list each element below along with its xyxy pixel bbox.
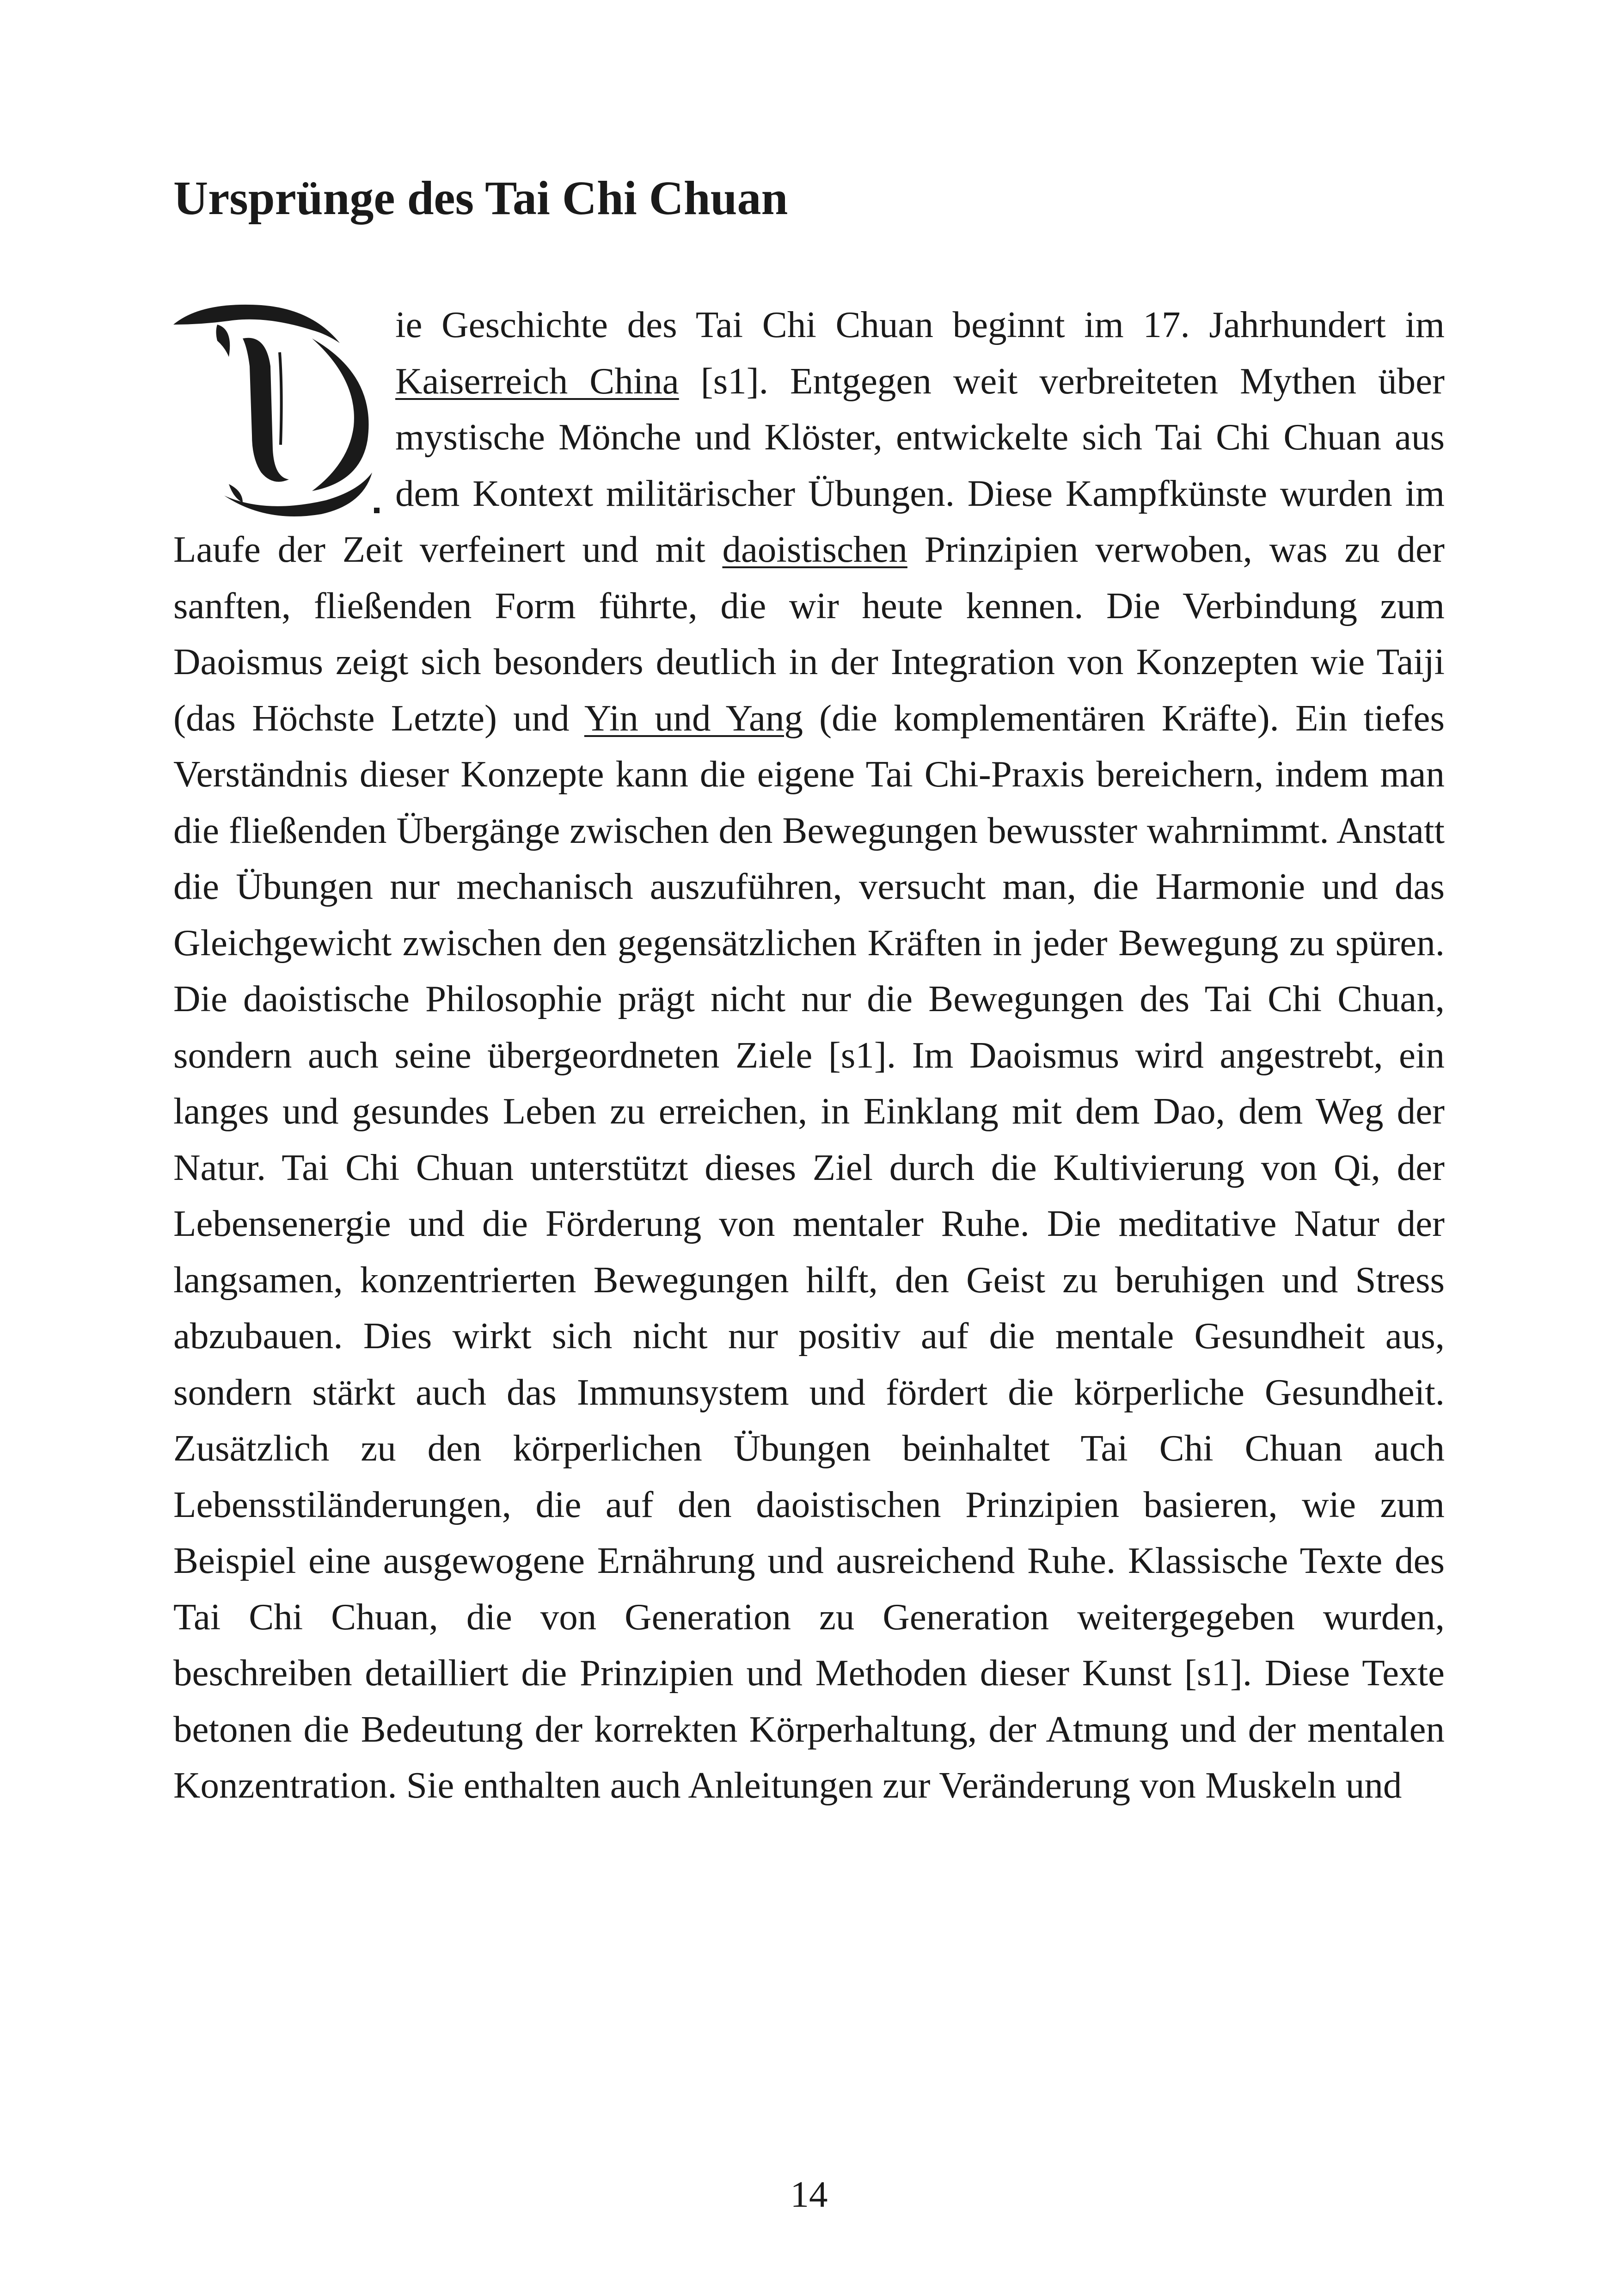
section-heading: Ursprünge des Tai Chi Chuan <box>173 172 788 225</box>
dropcap-d-glyph <box>173 297 395 522</box>
paragraph-text-3: Prinzipien verwoben, was zu der sanften, fließenden Form führte, die wir heute kennen. Die Verbindung zum Daoismus zeigt sich besonders deutlich in der Integration von Konzepten wie Taiji (das Höchste Letzte) und <box>173 528 1445 739</box>
document-page <box>173 0 1445 2296</box>
paragraph-text-4: (die komplementären Kräfte). Ein tiefes Verständnis dieser Konzepte kann die eigene Tai Chi-Praxis bereichern, indem man die fließenden Übergänge zwischen den Bewegungen bewusster wahrnimmt. Anstatt die Übungen nur mechanisch auszuführen, versucht man, die Harmonie und das Gleichgewicht zwischen den gegensätzlichen Kräften in jeder Bewegung zu spüren. Die daoistische Philosophie prägt nicht nur die Bewegungen des Tai Chi Chuan, sondern auch seine übergeordneten Ziele [s1]. Im Daoismus wird angestrebt, ein langes und gesundes Leben zu erreichen, in Einklang mit dem Dao, dem Weg der Natur. Tai Chi Chuan unterstützt dieses Ziel durch die Kultivierung von Qi, der Lebensenergie und die Förderung von mentaler Ruhe. Die meditative Natur der langsamen, konzentrierten Bewegungen hilft, den Geist zu beruhigen und Stress abzubauen. Dies wirkt sich nicht nur positiv auf die mentale Gesundheit aus, sondern stärkt auch das Immunsystem und fördert die körperliche Gesundheit. Zusätzlich zu den körperlichen Übungen beinhaltet Tai Chi Chuan auch Lebensstiländerungen, die auf den daoistischen Prinzipien basieren, wie zum Beispiel eine ausgewogene Ernährung und ausreichend Ruhe. Klassische Texte des Tai Chi Chuan, die von Generation zu Generation weitergegeben wurden, beschreiben detailliert die Prinzipien und Methoden dieser Kunst [s1]. Diese Texte betonen die Bedeutung der korrekten Körperhaltung, der Atmung und der mentalen Konzentration. Sie enthalten auch Anleitungen zur Veränderung von Muskeln und <box>173 697 1445 1806</box>
link-kaiserreich-china[interactable]: Kaiserreich China <box>395 360 679 402</box>
paragraph-text-2: [s1]. Entgegen weit verbreiteten Mythen über mystische Mönche und Klöster, entwickelte sich Tai Chi Chuan aus dem Kontext militärischer Übungen. Diese Kampfkünste wurden im Laufe der Zeit verfeinert und mit <box>173 360 1445 570</box>
link-daoistischen[interactable]: daoistischen <box>722 528 907 570</box>
page-number: 14 <box>790 2173 828 2215</box>
link-yin-und-yang[interactable]: Yin und Yang <box>584 697 803 739</box>
paragraph-text-1: ie Geschichte des Tai Chi Chuan beginnt im 17. Jahrhundert im <box>395 304 1445 345</box>
body-paragraph <box>173 297 1445 1814</box>
dropcap-letter <box>173 297 395 522</box>
